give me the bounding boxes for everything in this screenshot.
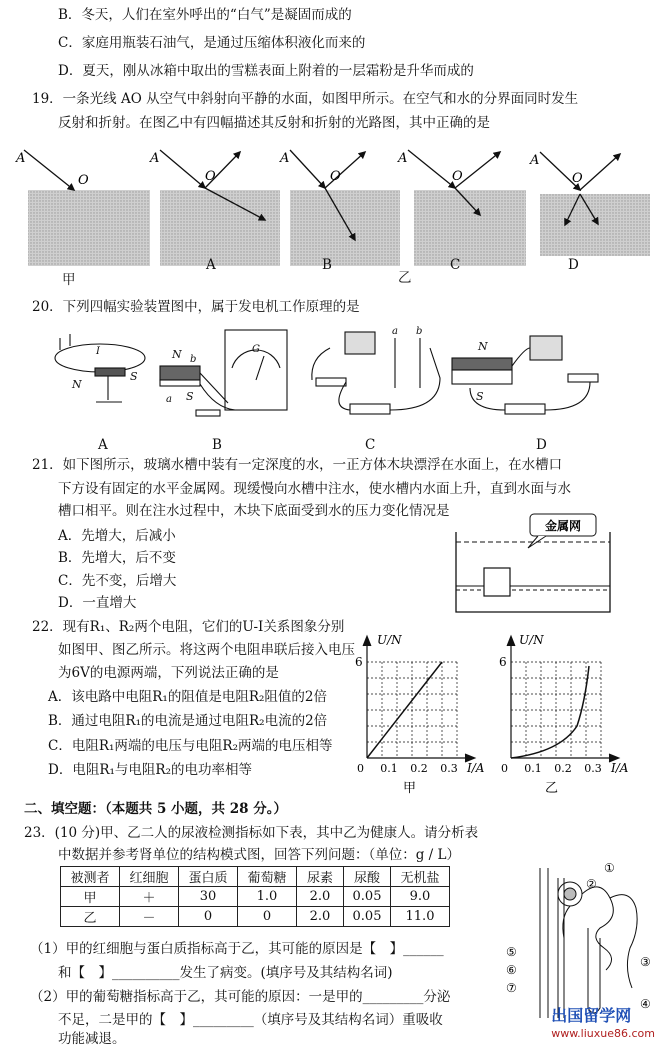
q22-yi-xtick-3: 0.3 xyxy=(584,762,602,775)
table-cell: 0.05 xyxy=(344,907,391,927)
watermark-title: 出国留学网 xyxy=(551,1006,632,1025)
q19-figure-b xyxy=(279,150,400,266)
q21-option-d: D．一直增大 xyxy=(58,595,137,611)
q18-option-d: D．夏天，刚从冰箱中取出的雪糕表面上附着的一层霜粉是升华而成的 xyxy=(58,63,474,79)
watermark-logo xyxy=(551,1007,655,1043)
q21-stem-line2: 下方设有固定的水平金属网。现缓慢向水槽中注水，使水槽内水面上升，直到水面与水 xyxy=(58,481,571,497)
q22-stem-line1: 22．现有R₁、R₂两个电阻，它们的U-I关系图象分别 xyxy=(32,619,345,635)
q20-option-c-label: C xyxy=(365,437,376,453)
q22-jia-xtick-1: 0.1 xyxy=(380,762,398,775)
q23-stem-line2: 中数据并参考肾单位的结构模式图，回答下列问题：（单位：g / L） xyxy=(58,847,460,863)
q19-b-point-o: O xyxy=(330,169,341,184)
q21-option-c: C．先不变，后增大 xyxy=(58,573,177,589)
q20-b-label-s: S xyxy=(186,390,194,403)
table-row xyxy=(61,887,450,907)
q20-figure-d xyxy=(452,336,598,414)
table-cell: 30 xyxy=(179,887,238,907)
q20-figure-c xyxy=(312,326,440,414)
q19-jia-point-a: A xyxy=(16,151,26,166)
q20-d-label-n: N xyxy=(478,340,488,353)
q23-stem-line1: 23．(10 分)甲、乙二人的尿液检测指标如下表，其中乙为健康人。请分析表 xyxy=(24,825,479,841)
q23-part2-line3: 功能减退。 xyxy=(58,1031,126,1047)
table-header-cell: 葡萄糖 xyxy=(238,867,297,887)
q20-a-label-n: N xyxy=(72,378,82,391)
q19-stem-line1: 19．一条光线 AO 从空气中斜射向平静的水面，如图甲所示。在空气和水的分界面同时发生 xyxy=(32,91,579,107)
table-row xyxy=(61,907,450,927)
q20-c-label-a: a xyxy=(392,326,398,337)
q19-d-point-o: O xyxy=(572,171,583,186)
q20-option-a-label: A xyxy=(98,437,108,453)
table-header-cell: 无机盐 xyxy=(391,867,450,887)
q23-diagram-label-4: ④ xyxy=(640,997,651,1011)
q23-diagram-label-1: ① xyxy=(604,861,615,875)
q22-jia-ylabel: U/N xyxy=(377,633,402,647)
q22-jia-xlabel: I/A xyxy=(467,761,485,775)
table-header-cell: 尿酸 xyxy=(344,867,391,887)
q23-diagram-label-5: ⑤ xyxy=(506,945,517,959)
q22-yi-xtick-1: 0.1 xyxy=(524,762,542,775)
q22-yi-xtick-2: 0.2 xyxy=(554,762,572,775)
table-cell: ＋ xyxy=(120,887,179,907)
q23-diagram-label-3: ③ xyxy=(640,955,651,969)
q22-stem-line3: 为6V的电源两端，下列说法正确的是 xyxy=(58,665,279,681)
q20-b-label-g: G xyxy=(252,344,260,355)
q19-a-point-a: A xyxy=(150,151,160,166)
q18-option-c: C．家庭用瓶装石油气，是通过压缩体积液化而来的 xyxy=(58,35,366,51)
q23-part1-line1: （1）甲的红细胞与蛋白质指标高于乙，其可能的原因是【 】______ xyxy=(30,941,444,957)
q19-jia-point-o: O xyxy=(78,173,89,188)
q22-yi-ylabel: U/N xyxy=(519,633,544,647)
q19-option-b-label: B xyxy=(322,257,332,273)
table-cell: 0.05 xyxy=(344,887,391,907)
q19-figure-d xyxy=(529,152,650,256)
table-cell: 1.0 xyxy=(238,887,297,907)
q22-option-b: B．通过电阻R₁的电流是通过电阻R₂电流的2倍 xyxy=(48,713,328,729)
q23-part1-line2: 和【 】__________发生了病变。(填序号及其结构名词) xyxy=(58,965,393,981)
q22-jia-caption: 甲 xyxy=(403,781,417,796)
q19-figure-jia xyxy=(15,150,150,266)
q23-part2-line1: （2）甲的葡萄糖指标高于乙，其可能的原因：一是甲的_________分泌 xyxy=(30,989,451,1005)
q23-diagram-label-2: ② xyxy=(586,877,597,891)
q21-water-tank-figure xyxy=(450,508,640,618)
table-cell: 0 xyxy=(238,907,297,927)
q19-option-c-label: C xyxy=(450,257,461,273)
table-cell: － xyxy=(120,907,179,927)
q19-label-jia: 甲 xyxy=(62,272,76,288)
q20-option-d-label: D xyxy=(536,437,547,453)
q21-option-b: B．先增大，后不变 xyxy=(58,550,176,566)
q23-diagram-label-7: ⑦ xyxy=(506,981,517,995)
table-cell: 2.0 xyxy=(297,887,344,907)
q19-c-point-a: A xyxy=(398,151,408,166)
q22-yi-ytick-6: 6 xyxy=(499,655,507,669)
q23-urine-table xyxy=(60,866,450,927)
table-cell: 0 xyxy=(179,907,238,927)
table-cell: 11.0 xyxy=(391,907,450,927)
watermark-url: www.liuxue86.com xyxy=(551,1027,655,1040)
q22-jia-xtick-3: 0.3 xyxy=(440,762,458,775)
q20-b-label-a: a xyxy=(166,394,172,405)
q22-ui-graphs xyxy=(345,630,655,800)
q19-a-point-o: O xyxy=(205,169,216,184)
q22-jia-xtick-2: 0.2 xyxy=(410,762,428,775)
table-header-cell: 尿素 xyxy=(297,867,344,887)
q19-option-d-label: D xyxy=(568,257,579,273)
q21-option-a: A．先增大，后减小 xyxy=(58,528,176,544)
table-header-cell: 蛋白质 xyxy=(179,867,238,887)
table-cell: 9.0 xyxy=(391,887,450,907)
q23-part2-line2: 不足，二是甲的【 】_________（填序号及其结构名词）重吸收 xyxy=(58,1012,443,1028)
q22-jia-origin: 0 xyxy=(357,762,364,775)
table-header-cell: 被测者 xyxy=(61,867,120,887)
q20-a-label-i: I xyxy=(96,346,100,357)
table-header-row xyxy=(61,867,450,887)
table-header-cell: 红细胞 xyxy=(120,867,179,887)
q20-option-b-label: B xyxy=(212,437,222,453)
q22-yi-xlabel: I/A xyxy=(611,761,629,775)
q19-c-point-o: O xyxy=(452,169,463,184)
table-cell: 甲 xyxy=(61,887,120,907)
q21-net-label: 金属网 xyxy=(544,519,582,533)
q20-stem: 20．下列四幅实验装置图中，属于发电机工作原理的是 xyxy=(32,299,360,315)
q22-option-c: C．电阻R₁两端的电压与电阻R₂两端的电压相等 xyxy=(48,738,333,754)
q19-figure-a xyxy=(149,150,280,266)
q23-diagram-label-6: ⑥ xyxy=(506,963,517,977)
q20-c-label-b: b xyxy=(416,326,423,337)
q22-jia-ytick-6: 6 xyxy=(355,655,363,669)
q20-figure-b xyxy=(160,330,287,416)
q22-option-d: D．电阻R₁与电阻R₂的电功率相等 xyxy=(48,762,252,778)
q20-d-label-s: S xyxy=(476,390,484,403)
q19-d-point-a: A xyxy=(530,153,540,168)
q22-graph-jia xyxy=(363,636,475,762)
q22-yi-caption: 乙 xyxy=(545,781,559,796)
q20-apparatus-diagrams xyxy=(0,318,661,440)
table-cell: 2.0 xyxy=(297,907,344,927)
q20-a-label-s: S xyxy=(130,370,138,383)
q18-option-b: B．冬天，人们在室外呼出的“白气”是凝固而成的 xyxy=(58,7,352,23)
q19-label-yi: 乙 xyxy=(398,270,412,286)
table-cell: 乙 xyxy=(61,907,120,927)
section2-title: 二、填空题：（本题共 5 小题，共 28 分。） xyxy=(24,801,287,817)
q22-yi-origin: 0 xyxy=(501,762,508,775)
q23-nephron-diagram xyxy=(500,858,655,1028)
q22-option-a: A．该电路中电阻R₁的阻值是电阻R₂阻值的2倍 xyxy=(48,689,327,705)
q19-b-point-a: A xyxy=(280,151,290,166)
q20-b-label-n: N xyxy=(172,348,182,361)
q21-stem-line1: 21．如下图所示，玻璃水槽中装有一定深度的水，一正方体木块漂浮在水面上，在水槽口 xyxy=(32,457,563,473)
q19-option-a-label: A xyxy=(206,257,216,273)
q19-stem-line2: 反射和折射。在图乙中有四幅描述其反射和折射的光路图，其中正确的是 xyxy=(58,115,490,131)
q19-figure-c xyxy=(397,150,526,266)
q21-stem-line3: 槽口相平。则在注水过程中，木块下底面受到水的压力变化情况是 xyxy=(58,503,450,519)
q20-figure-a xyxy=(55,334,145,402)
q22-graph-yi xyxy=(507,636,619,762)
q20-b-label-b: b xyxy=(190,354,197,365)
q22-stem-line2: 如图甲、图乙所示。将这两个电阻串联后接入电压 xyxy=(58,642,355,658)
